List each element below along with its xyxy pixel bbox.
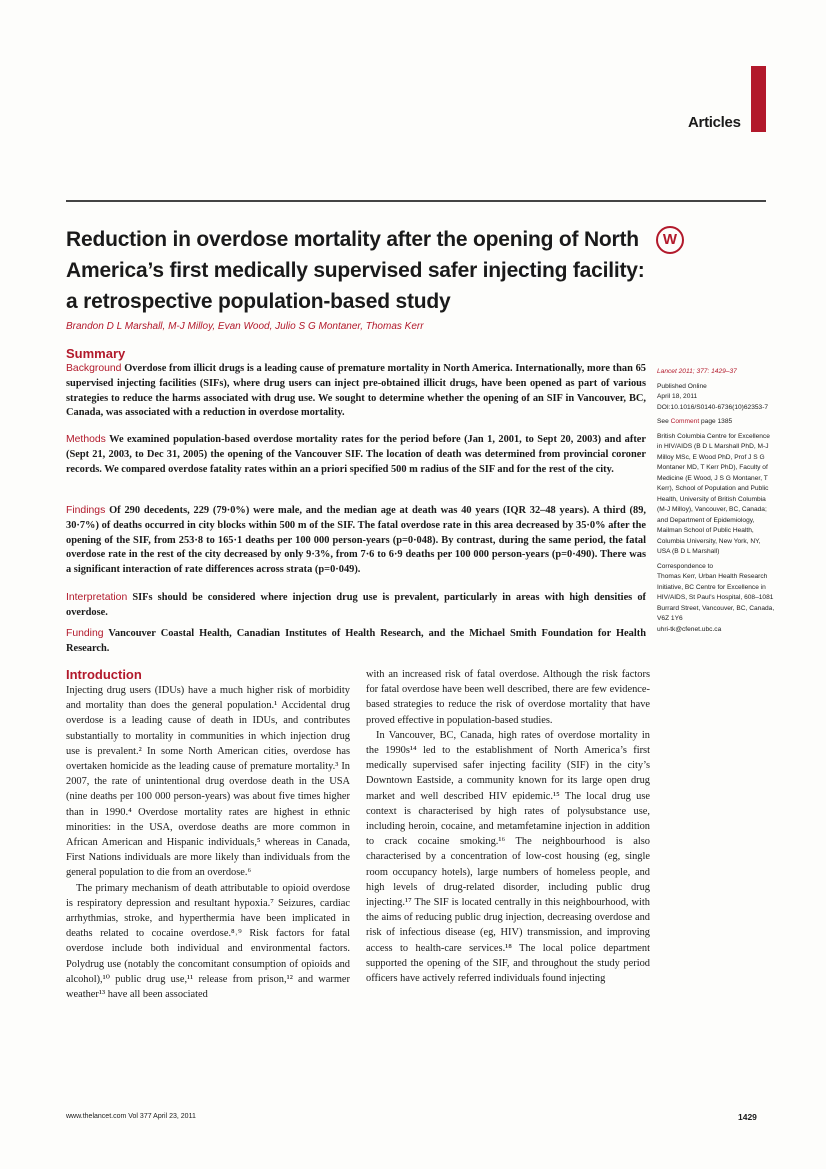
intro-paragraph-3: with an increased risk of fatal overdose. Although the risk factors for fatal overdose have been well described, there are few evidence-based strategies to reduce the risk of overdose mortality that have proved effective in population-based studies.	[366, 669, 650, 726]
page-number: 1429	[738, 1112, 757, 1122]
summary-heading: Summary	[66, 346, 126, 361]
see-comment: See Comment page 1385	[657, 418, 733, 425]
correspondence-email[interactable]: uhri-tk@cfenet.ubc.ca	[657, 625, 722, 633]
interpretation-label: Interpretation	[66, 592, 128, 603]
abstract-funding	[66, 627, 646, 657]
published-online-label: Published Online	[657, 382, 707, 390]
author-affiliations: British Columbia Centre for Excellence in HIV/AIDS (B D L Marshall PhD, M-J Milloy MSc, E Wood PhD, Prof J S G Montaner MD, T Kerr PhD), Faculty of Medicine (E Wood, J S G Montaner, T Kerr), School of Population and Public Health, University of British Columbia (M-J Milloy), Vancouver, BC, Canada; and Department of Epidemiology, Mailman School of Public Health, Columbia University, New York, NY, USA (B D L Marshall)	[657, 432, 770, 555]
methods-label: Methods	[66, 434, 106, 445]
published-date: April 18, 2011	[657, 393, 698, 400]
abstract-background	[66, 362, 646, 421]
funding-text: Vancouver Coastal Health, Canadian Institutes of Health Research, and the Michael Smith Foundation for Health Research.	[66, 628, 646, 654]
intro-paragraph-1: Injecting drug users (IDUs) have a much higher risk of morbidity and mortality than does the general population.¹ Accidental drug overdose is a leading cause of death in IDUs, and contributes substantially to mortality in communities in which injection drug use is prevalent.² In some North American cities, overdose has overtaken homicide as the leading cause of premature mortality.³ In 2007, the rate of unintentional drug overdose death in the USA (nine deaths per 100 000 person-years) was about five times higher than in 1990.⁴ Overdose mortality rates are highest in ethnic minorities: in the USA, overdose deaths are more common in African American and Hispanic individuals,⁵ whereas in Canada, First Nations individuals are more likely than individuals from the general population to die from an overdose.⁶	[66, 685, 350, 879]
abstract-findings	[66, 504, 646, 578]
doi: DOI:10.1016/S0140-6736(10)62353-7	[657, 403, 769, 411]
web-first-icon: W	[656, 226, 684, 254]
correspondence-address: Thomas Kerr, Urban Health Research Initiative, BC Centre for Excellence in HIV/AIDS, St Paul’s Hospital, 608–1081 Burrard Street, Vancouver, BC, Canada, V6Z 1Y6	[657, 573, 775, 622]
intro-paragraph-2: The primary mechanism of death attributable to opioid overdose is respiratory depression and resultant hypoxia.⁷ Seizures, cardiac arrhythmias, stroke, and hyperthermia have been implicated in deaths related to cocaine overdose.⁸˒⁹ Risk factors for fatal overdose include both individual and environmental factors. Polydrug use (notably the concomitant consumption of opioids and alcohol),¹⁰ public drug use,¹¹ release from prison,¹² and warmer weather¹³ have all been associated	[66, 882, 350, 1001]
background-label: Background	[66, 363, 122, 374]
body-column-right	[366, 667, 650, 986]
section-color-bar	[751, 66, 766, 132]
comment-link[interactable]: Comment	[670, 418, 700, 425]
introduction-heading: Introduction	[66, 667, 142, 682]
author-list: Brandon D L Marshall, M-J Milloy, Evan Wood, Julio S G Montaner, Thomas Kerr	[66, 321, 424, 332]
methods-text: We examined population-based overdose mortality rates for the period before (Jan 1, 2001, to Sept 20, 2003) and after (Sept 21, 2003, to Dec 31, 2005) the opening of the Vancouver SIF. The location of death was determined from provincial coroner records. We compared overdose fatality rates within an a priori specified 500 m radius of the SIF and for the rest of the city.	[66, 434, 646, 475]
interpretation-text: SIFs should be considered where injection drug use is prevalent, particularly in areas with high densities of overdose.	[66, 592, 646, 618]
findings-text: Of 290 decedents, 229 (79·0%) were male, and the median age at death was 40 years (IQR 32–48 years). A third (89, 30·7%) of deaths occurred in city blocks within 500 m of the SIF. The fatal overdose rate in this area decreased by 35·0% after the opening of the SIF, from 253·8 to 165·1 deaths per 100 000 person-years (p=0·048). By contrast, during the same period, the fatal overdose rate in the rest of the city decreased by only 9·3%, from 7·6 to 6·9 deaths per 100 000 person-years (p=0·490). There was a significant interaction of rate differences across strata (p=0·049).	[66, 505, 646, 576]
section-label: Articles	[688, 114, 741, 131]
correspondence-label: Correspondence to	[657, 562, 714, 570]
background-text: Overdose from illicit drugs is a leading cause of premature mortality in North America. Internationally, more than 65 supervised injecting facilities (SIFs), where drug users can inject pre-obtained illicit drugs, have been opened as part of various strategies to reduce the harms associated with drug use. We sought to determine whether the opening of an SIF in Vancouver, BC, Canada, was associated with a reduction in overdose mortality.	[66, 363, 646, 419]
article-title: Reduction in overdose mortality after the opening of North America’s first medically supervised safer injecting facility: a retrospective population-based study	[66, 228, 645, 313]
abstract-methods	[66, 433, 646, 477]
article-sidebar	[657, 367, 775, 635]
abstract-interpretation	[66, 591, 646, 621]
intro-paragraph-4: In Vancouver, BC, Canada, high rates of overdose mortality in the 1990s¹⁴ led to the establishment of North America’s first medically supervised safer injecting facility (SIF) in the city’s Downtown Eastside, a community known for its large open drug market and well described HIV epidemic.¹⁵ The local drug use context is characterised by high rates of polysubstance use, including heroin, cocaine, and metamfetamine injection in addition to crack cocaine smoking.¹⁶ The neighbourhood is also characterised by a concentration of low-cost housing (eg, single room occupancy hotels), large numbers of homeless people, and high levels of drug-related disorder, including public drug injecting.¹⁷ The SIF is located centrally in this neighbourhood, with the aims of reducing public drug injection, decreasing overdose and risk of infectious disease (eg, HIV) transmission, and improving access to health-care services.¹⁸ The local police department supported the opening of the SIF, and throughout the study period officers have actively referred individuals found injecting	[366, 729, 650, 985]
citation: Lancet 2011; 377: 1429–37	[657, 368, 737, 375]
footer-journal-info: www.thelancet.com Vol 377 April 23, 2011	[66, 1113, 196, 1120]
body-column-left	[66, 683, 350, 1002]
findings-label: Findings	[66, 505, 106, 516]
funding-label: Funding	[66, 628, 104, 639]
header-rule	[66, 200, 766, 202]
